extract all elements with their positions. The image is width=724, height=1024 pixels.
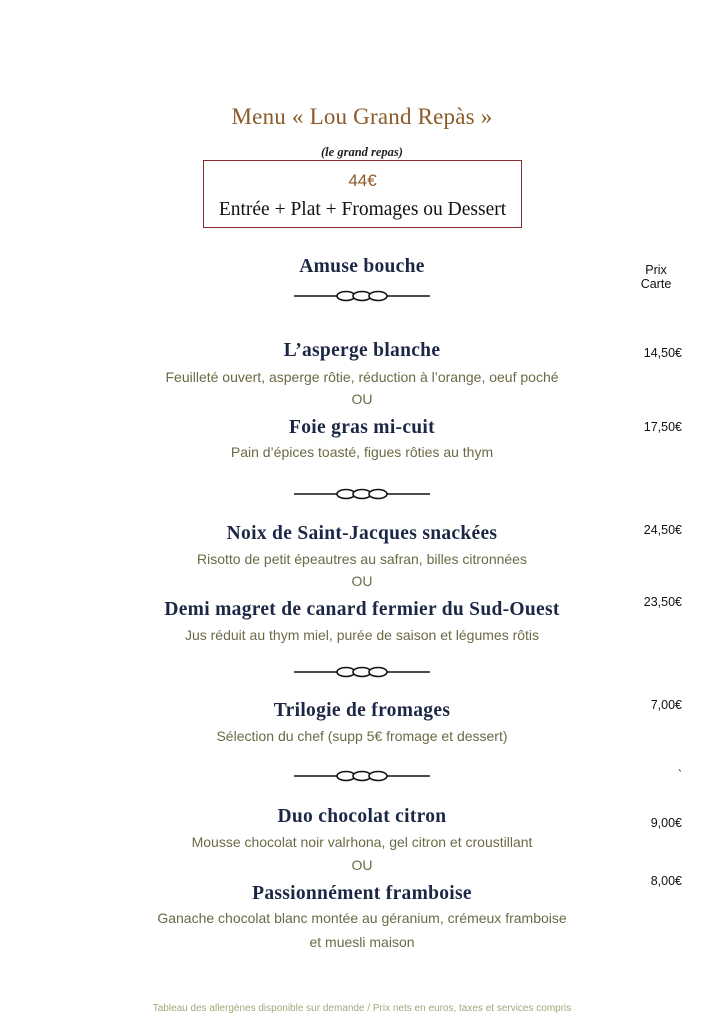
- ornament-divider-icon: [294, 288, 430, 304]
- dish-name: Passionnément framboise: [252, 883, 472, 904]
- or-separator: OU: [351, 857, 373, 873]
- footer-note: Tableau des allergènes disponible sur demande / Prix nets en euros, taxes et services compris: [152, 1003, 572, 1014]
- dish-price: 7,00€: [650, 698, 682, 712]
- dish-name: Demi magret de canard fermier du Sud-Ouest: [164, 599, 560, 620]
- menu-price: 44€: [348, 171, 377, 190]
- menu-formula: Entrée + Plat + Fromages ou Dessert: [218, 199, 507, 220]
- dish-price: 9,00€: [650, 816, 682, 830]
- dish-description-continued: et muesli maison: [309, 934, 415, 950]
- dish-name: Trilogie de fromages: [273, 700, 451, 721]
- or-separator: OU: [351, 573, 373, 589]
- menu-title: Menu « Lou Grand Repàs »: [231, 104, 493, 129]
- ornament-divider-icon: [294, 664, 430, 680]
- or-separator: OU: [351, 391, 373, 407]
- dish-price: 24,50€: [643, 523, 682, 537]
- dish-price: 17,50€: [643, 420, 682, 434]
- dish-price: 14,50€: [643, 346, 682, 360]
- dish-description: Jus réduit au thym miel, purée de saison et légumes rôtis: [184, 627, 540, 643]
- dish-description: Mousse chocolat noir valrhona, gel citron et croustillant: [191, 834, 533, 850]
- prix-carte-line1: Prix: [645, 263, 667, 277]
- menu-price-box: [203, 160, 522, 228]
- dish-name: L’asperge blanche: [283, 340, 441, 361]
- dish-name: Foie gras mi-cuit: [289, 417, 435, 438]
- dish-description: Pain d’épices toasté, figues rôties au thym: [230, 444, 494, 460]
- menu-subtitle: (le grand repas): [321, 145, 403, 159]
- ornament-divider-icon: [294, 486, 430, 502]
- stray-mark: `: [677, 768, 682, 782]
- ornament-divider-icon: [294, 768, 430, 784]
- dish-description: Ganache chocolat blanc montée au géranium, crémeux framboise: [157, 910, 567, 926]
- dish-price: 8,00€: [650, 874, 682, 888]
- dish-name: Noix de Saint-Jacques snackées: [226, 523, 498, 544]
- dish-description: Feuilleté ouvert, asperge rôtie, réduction à l’orange, oeuf poché: [165, 369, 559, 385]
- dish-price: 23,50€: [643, 595, 682, 609]
- dish-description: Risotto de petit épeautres au safran, billes citronnées: [197, 551, 527, 567]
- dish-description: Sélection du chef (supp 5€ fromage et dessert): [216, 728, 508, 744]
- amuse-bouche-title: Amuse bouche: [299, 256, 425, 277]
- dish-name: Duo chocolat citron: [277, 806, 447, 827]
- prix-carte-line2: Carte: [640, 277, 672, 291]
